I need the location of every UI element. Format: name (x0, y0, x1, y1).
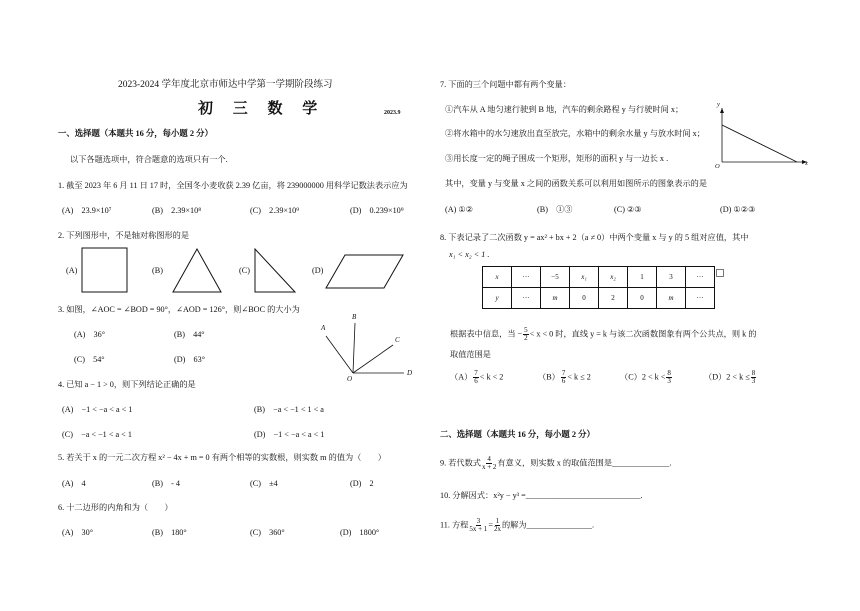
q4-option-d: (D) −1 < −a < a < 1 (254, 430, 325, 439)
q11 (440, 518, 594, 533)
q6-stem: 6. 十二边形的内角和为（ ） (58, 503, 173, 512)
q7-item-2: ②将水箱中的水匀速放出直至放完，水箱中的剩余水量 y 与放水时间 x； (445, 129, 705, 138)
q3-label-c: C (395, 336, 400, 344)
table-cell: x₂ (599, 267, 628, 288)
table-cell: 2 (599, 288, 628, 309)
q7-origin-label: O (715, 163, 720, 170)
q7-axis-y-label: y (717, 101, 720, 108)
option-suffix: < k < 2 (479, 372, 504, 382)
option-fraction (561, 370, 567, 385)
q8-info-post: < x < 0 时，直线 y = k 与该二次函数图象有两个公共点，则 k 的 (529, 329, 757, 339)
q7-axis-x-label: x (805, 160, 808, 167)
q7-option-b: (B) ①③ (537, 205, 573, 214)
q7-option-a: (A) ①② (445, 205, 474, 214)
section1-heading: 一、选择题（本题共 16 分，每小题 2 分） (58, 129, 213, 138)
q11-fraction-right (494, 518, 501, 533)
option-prefix: （A） (450, 372, 473, 382)
q4-stem: 4. 已知 a − 1 > 0，则下列结论正确的是 (58, 380, 196, 389)
q8-option-d (704, 370, 757, 385)
fraction-numerator: 8 (751, 369, 756, 377)
option-fraction (473, 370, 479, 385)
option-suffix: < k ≤ 2 (567, 372, 591, 382)
q6-option-c: (C) 360° (250, 528, 285, 537)
fraction-denominator: 2 (524, 334, 528, 342)
q8-condition: x₁ < x₂ < 1 . (449, 250, 490, 259)
table-row (483, 288, 715, 309)
subject-title: 初 三 数 学 (198, 101, 326, 117)
option-prefix: （B） (538, 372, 560, 382)
q3-label-b: B (352, 313, 357, 321)
q1-option-a: (A) 23.9×10⁷ (62, 206, 112, 215)
exam-date: 2023.9 (384, 110, 401, 116)
table-cell: x₁ (570, 267, 599, 288)
q8-info-pre: 根据表中信息，当 − (450, 329, 523, 339)
q1-option-c: (C) 2.39×10⁹ (250, 206, 300, 215)
table-cell: ··· (512, 267, 541, 288)
q2-option-a: (A) (66, 266, 78, 275)
q6-option-b: (B) 180° (152, 528, 187, 537)
fraction-denominator: 3 (667, 377, 671, 385)
q7-option-d: (D) ①②③ (720, 205, 756, 214)
q5-option-b: (B) - 4 (152, 479, 180, 488)
q4-option-b: (B) −a < −1 < 1 < a (254, 405, 324, 414)
q5-stem: 5. 若关于 x 的一元二次方程 x² − 4x + m = 0 有两个相等的实数根，则实数 m 的值为（ ） (58, 453, 386, 462)
q3-option-c: (C) 54° (74, 355, 105, 364)
q2-option-c: (C) (239, 266, 250, 275)
q8-option-b (538, 370, 591, 385)
q6-option-d: (D) 1800° (340, 528, 380, 537)
q8-info-line2: 取值范围是 (450, 350, 491, 359)
q7-option-c: (C) ②③ (614, 205, 642, 214)
q3-option-a: (A) 36° (74, 330, 106, 339)
q11-fraction-left (469, 518, 487, 533)
fraction-denominator: 5x + 1 (469, 525, 488, 533)
q4-option-c: (C) −a < −1 < a < 1 (62, 430, 132, 439)
fraction-numerator: 4 (487, 455, 491, 463)
fraction-numerator: 3 (476, 517, 481, 525)
q8-stem: 8. 下表记录了二次函数 y = ax² + bx + 2（a ≠ 0）中两个变量 x 与 y 的 5 组对应值，其中 (440, 233, 749, 242)
q11-post: 的解为________________. (501, 520, 595, 530)
fraction-denominator: 6 (474, 377, 478, 385)
q9-post: 有意义，则实数 x 的取值范围是______________. (497, 458, 672, 468)
section1-instruction: 以下各题选项中，符合题意的选项只有一个. (70, 155, 228, 164)
table-cell: ··· (686, 288, 715, 309)
table-cell: x (483, 267, 512, 288)
table-cell: ··· (512, 288, 541, 309)
q3-label-d: D (407, 369, 413, 377)
q9 (440, 456, 671, 471)
q2-option-d: (D) (312, 266, 324, 275)
q8-info (450, 327, 756, 342)
q3-label-o: O (347, 375, 353, 383)
table-cell: m (541, 288, 570, 309)
q3-option-d: (D) 63° (174, 355, 206, 364)
fraction-numerator: 1 (495, 517, 500, 525)
q8-value-table (482, 266, 715, 309)
fraction-denominator: 6 (561, 377, 566, 385)
q3-option-b: (B) 44° (174, 330, 205, 339)
fraction-numerator: 8 (667, 369, 671, 377)
q5-option-d: (D) 2 (350, 479, 374, 488)
q8-info-fraction (523, 327, 529, 342)
q11-equals: = (488, 520, 493, 530)
section2-heading: 二、选择题（本题共 16 分，每小题 2 分） (440, 430, 595, 439)
q9-pre: 9. 若代数式 (440, 458, 481, 468)
q8-option-c (620, 370, 673, 385)
q9-fraction (482, 456, 496, 471)
q8-option-a (450, 370, 503, 385)
q1-stem: 1. 截至 2023 年 6 月 11 日 17 时，全国冬小麦收获 2.39 亿亩，将 239000000 用科学记数法表示应为 (58, 181, 408, 190)
q2-stem: 2. 下列图形中，不是轴对称图形的是 (58, 231, 190, 240)
option-prefix: （C）2 < k < (620, 372, 666, 382)
q7-item-3: ③用长度一定的绳子围成一个矩形，矩形的面积 y 与一边长 x . (445, 154, 669, 163)
q4-option-a: (A) −1 < −a < a < 1 (62, 405, 133, 414)
fraction-denominator: x + 2 (481, 463, 497, 471)
table-cell: 3 (657, 267, 686, 288)
q1-option-b: (B) 2.39×10⁸ (152, 206, 202, 215)
q10: 10. 分解因式：x²y − y³ =____________________________. (440, 491, 643, 500)
table-cell: 0 (570, 288, 599, 309)
table-cell: −5 (541, 267, 570, 288)
q7-item-1: ①汽车从 A 地匀速行驶到 B 地，汽车的剩余路程 y 与行驶时间 x； (445, 105, 684, 114)
fraction-denominator: 3 (751, 377, 756, 385)
q2-option-b: (B) (152, 266, 163, 275)
exam-title: 2023-2024 学年度北京市师达中学第一学期阶段练习 (118, 80, 333, 90)
option-prefix: （D）2 < k ≤ (704, 372, 750, 382)
q7-stem: 7. 下面的三个问题中都有两个变量： (440, 80, 572, 89)
table-row (483, 267, 715, 288)
q3-label-a: A (321, 324, 326, 332)
table-cell: 0 (628, 288, 657, 309)
table-cell: m (657, 288, 686, 309)
fraction-denominator: 2x (493, 525, 501, 533)
q1-option-d: (D) 0.239×10⁹ (350, 206, 404, 215)
q3-stem: 3. 如图，∠AOC = ∠BOD = 90°，∠AOD = 126°，则∠BOC 的大小为 (58, 305, 300, 314)
table-cell: 1 (628, 267, 657, 288)
fraction-numerator: 5 (524, 326, 528, 334)
q11-pre: 11. 方程 (440, 520, 469, 530)
table-anchor-icon (716, 269, 724, 277)
table-cell: y (483, 288, 512, 309)
q7-question: 其中，变量 y 与变量 x 之间的函数关系可以利用如图所示的图象表示的是 (445, 179, 708, 188)
fraction-numerator: 7 (474, 369, 478, 377)
option-fraction (751, 370, 757, 385)
table-cell: ··· (686, 267, 715, 288)
q5-option-a: (A) 4 (62, 479, 86, 488)
q6-option-a: (A) 30° (62, 528, 94, 537)
option-fraction (666, 370, 672, 385)
fraction-numerator: 7 (561, 369, 566, 377)
q5-option-c: (C) ±4 (250, 479, 278, 488)
